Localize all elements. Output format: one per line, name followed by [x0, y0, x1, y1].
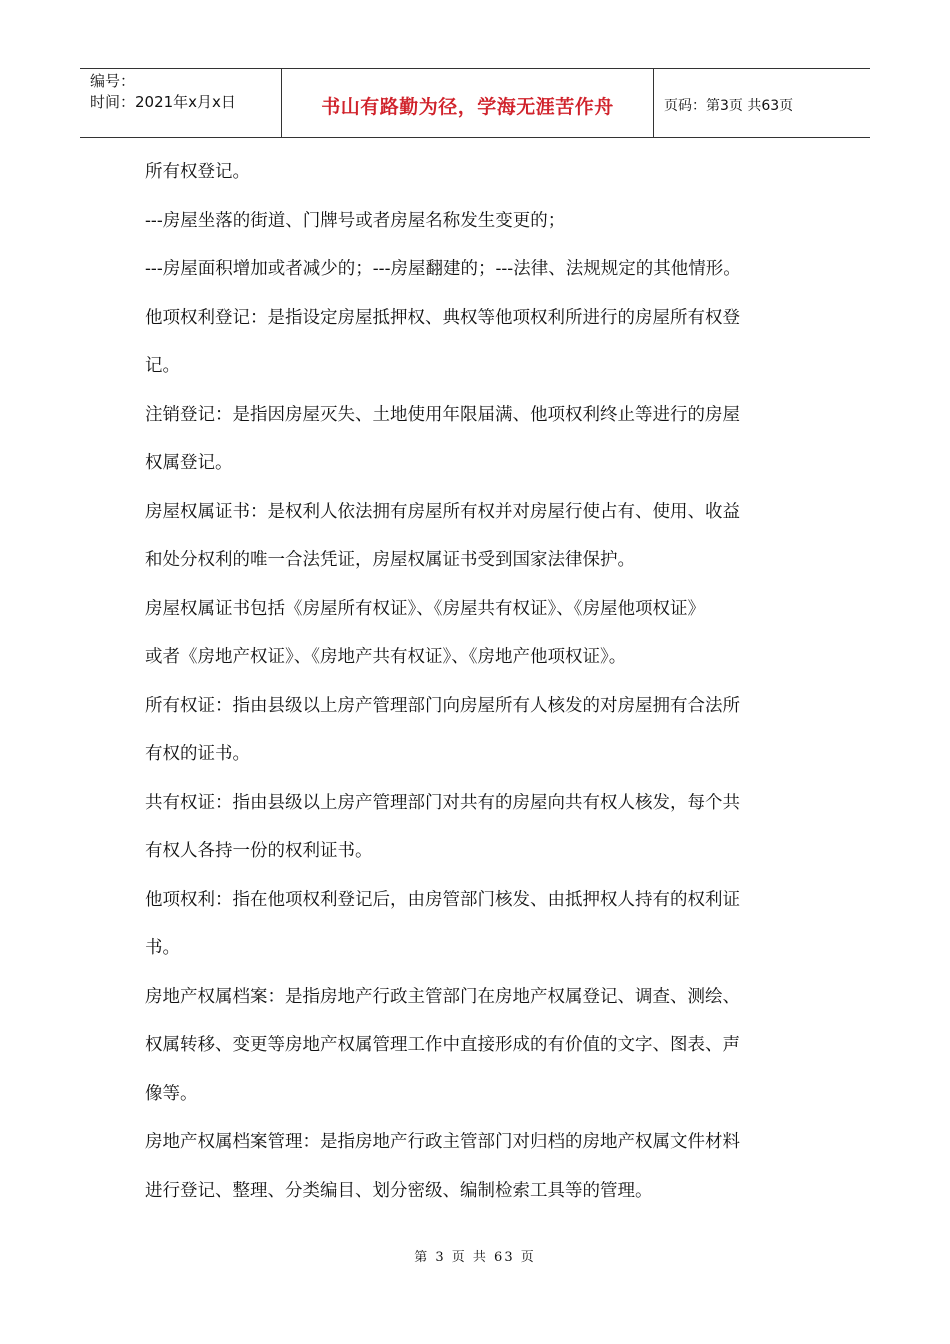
text-line: 像等。 — [145, 1083, 198, 1104]
text-line: 和处分权利的唯一合法凭证，房屋权属证书受到国家法律保护。 — [145, 550, 635, 570]
text-line: 注销登记：是指因房屋灭失、土地使用年限届满、他项权利终止等进行的房屋 — [145, 404, 740, 425]
text-line: 权属转移、变更等房地产权属管理工作中直接形成的有价值的文字、图表、声 — [145, 1035, 740, 1055]
document-number-label: 编号： — [90, 72, 136, 90]
text-line: 房屋权属证书：是权利人依法拥有房屋所有权并对房屋行使占有、使用、收益 — [145, 501, 740, 522]
text-line: 或者《房地产权证》、《房地产共有权证》、《房地产他项权证》。 — [145, 647, 627, 667]
text-line: 房地产权属档案：是指房地产行政主管部门在房地产权属登记、调查、测绘、 — [145, 986, 740, 1007]
text-line: ---房屋面积增加或者减少的；---房屋翻建的；---法律、法规规定的其他情形。 — [145, 259, 741, 279]
text-line: 共有权证：指由县级以上房产管理部门对共有的房屋向共有权人核发，每个共 — [145, 792, 740, 813]
text-line: 有权人各持一份的权利证书。 — [145, 841, 373, 861]
document-date: 时间：2021年x月x日 — [90, 93, 236, 111]
text-line: 房屋权属证书包括《房屋所有权证》、《房屋共有权证》、《房屋他项权证》 — [145, 598, 705, 619]
text-line: 他项权利登记：是指设定房屋抵押权、典权等他项权利所进行的房屋所有权登 — [145, 307, 740, 328]
text-line: 权属登记。 — [145, 453, 233, 473]
document-body — [145, 148, 817, 1215]
text-line: 进行登记、整理、分类编目、划分密级、编制检索工具等的管理。 — [145, 1180, 653, 1201]
text-line: 书。 — [145, 938, 180, 958]
header-motto: 书山有路勤为径，学海无涯苦作舟 — [282, 69, 654, 137]
text-line: 所有权登记。 — [145, 162, 250, 182]
text-line: 记。 — [145, 356, 180, 376]
text-line: 房地产权属档案管理：是指房地产行政主管部门对归档的房地产权属文件材料 — [145, 1132, 740, 1152]
text-line: 有权的证书。 — [145, 744, 250, 764]
text-line: ---房屋坐落的街道、门牌号或者房屋名称发生变更的； — [145, 210, 566, 231]
text-line: 所有权证：指由县级以上房产管理部门向房屋所有人核发的对房屋拥有合法所 — [145, 695, 740, 716]
header-page-info: 页码：第3页 共63页 — [664, 98, 794, 114]
page-footer: 第 3 页 共 63 页 — [414, 1250, 536, 1265]
page-header — [80, 68, 870, 138]
header-meta-cell — [80, 69, 282, 137]
text-line: 他项权利：指在他项权利登记后，由房管部门核发、由抵押权人持有的权利证 — [145, 889, 740, 910]
